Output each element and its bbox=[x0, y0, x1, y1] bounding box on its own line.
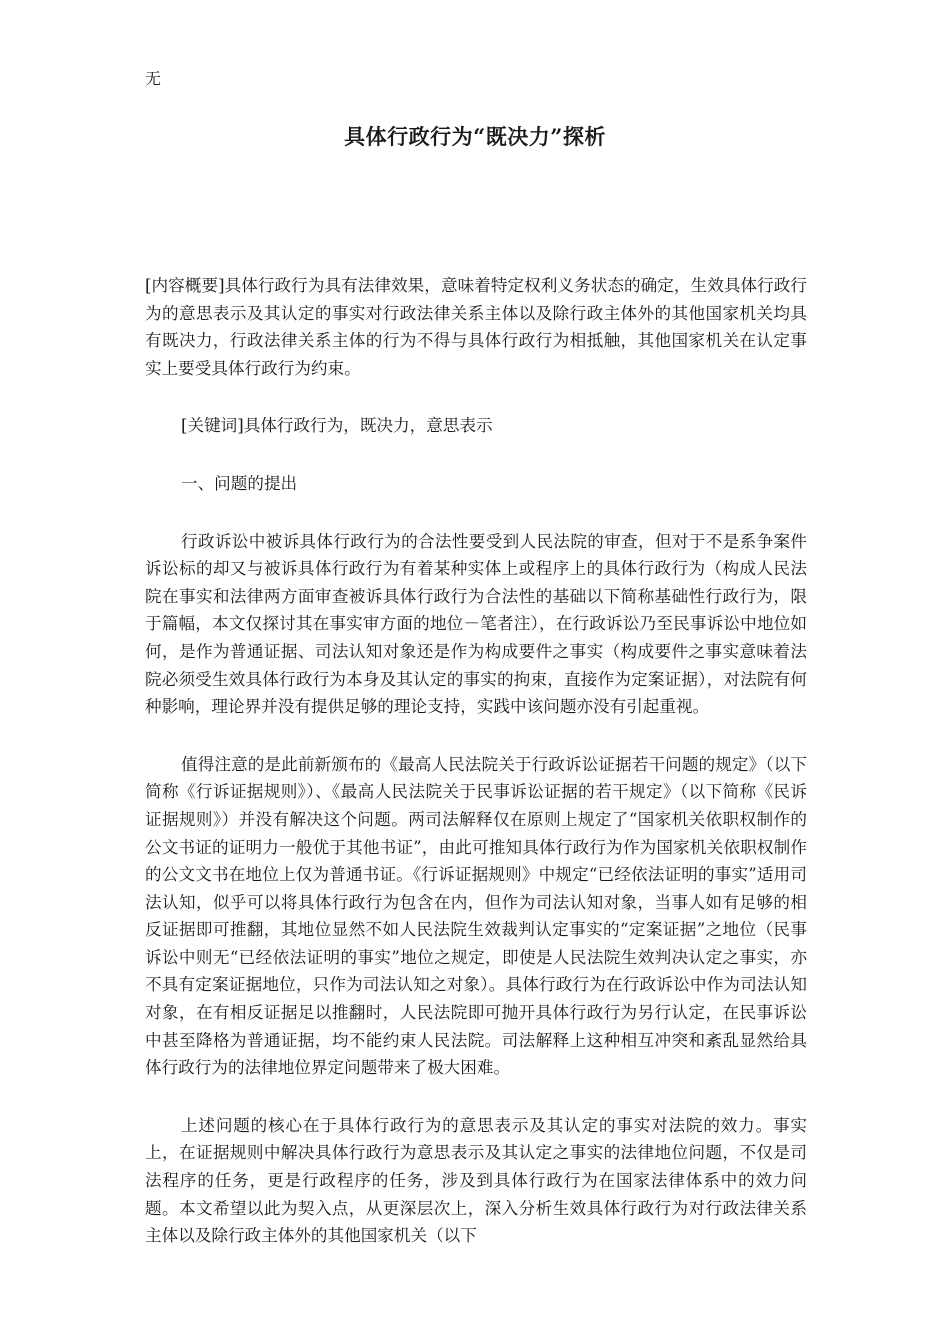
section-heading: 一、问题的提出 bbox=[181, 473, 298, 493]
keywords-label: [关键词] bbox=[181, 416, 244, 436]
keywords-text: 具体行政行为，既决力，意思表示 bbox=[243, 416, 493, 436]
abstract-paragraph bbox=[145, 272, 807, 382]
body-paragraph-2: 值得注意的是此前新颁布的《最高人民法院关于行政诉讼证据若干问题的规定》（以下简称《行诉证据规则》）、《最高人民法院关于民事诉讼证据的若干规定》（以下简称《民诉证据规则》）并没有解决这个问题。两司法解释仅在原则上规定了“国家机关依职权制作的公文书证的证明力一般优于其他书证”，由此可推知具体行政行为作为国家机关依职权制作的公文文书在地位上仅为普通书证。《行诉证据规则》中规定“已经依法证明的事实”适用司法认知，似乎可以将具体行政行为包含在内，但作为司法认知对象，当事人如有足够的相反证据即可推翻，其地位显然不如人民法院生效裁判认定事实的“定案证据”之地位（民事诉讼中则无“已经依法证明的事实”地位之规定，即使是人民法院生效判决认定之事实，亦不具有定案证据地位，只作为司法认知之对象）。具体行政行为在行政诉讼中作为司法认知对象，在有相反证据足以推翻时，人民法院即可抛开具体行政行为另行认定，在民事诉讼中甚至降格为普通证据，均不能约束人民法院。司法解释上这种相互冲突和紊乱显然给具体行政行为的法律地位界定问题带来了极大困难。 bbox=[145, 754, 807, 1078]
document-body bbox=[145, 272, 807, 1280]
header-mark: 无 bbox=[145, 69, 162, 88]
body-paragraph-1: 行政诉讼中被诉具体行政行为的合法性要受到人民法院的审查，但对于不是系争案件诉讼标的却又与被诉具体行政行为有着某种实体上或程序上的具体行政行为（构成人民法院在事实和法律两方面审查被诉具体行政行为合法性的基础以下简称基础性行政行为，限于篇幅，本文仅探讨其在事实审方面的地位－笔者注），在行政诉讼乃至民事诉讼中地位如何，是作为普通证据、司法认知对象还是作为构成要件之事实（构成要件之事实意味着法院必须受生效具体行政行为本身及其认定的事实的拘束，直接作为定案证据），对法院有何种影响，理论界并没有提供足够的理论支持，实践中该问题亦没有引起重视。 bbox=[145, 531, 807, 717]
abstract-text: 具体行政行为具有法律效果，意味着特定权利义务状态的确定，生效具体行政行为的意思表示及其认定的事实对行政法律关系主体以及除行政主体外的其他国家机关均具有既决力，行政法律关系主体的行为不得与具体行政行为相抵触，其他国家机关在认定事实上要受具体行政行为约束。 bbox=[145, 276, 807, 378]
body-paragraph-3: 上述问题的核心在于具体行政行为的意思表示及其认定的事实对法院的效力。事实上，在证据规则中解决具体行政行为意思表示及其认定之事实的法律地位问题，不仅是司法程序的任务，更是行政程序的任务，涉及到具体行政行为在国家法律体系中的效力问题。本文希望以此为契入点，从更深层次上，深入分析生效具体行政行为对行政法律关系主体以及除行政主体外的其他国家机关（以下 bbox=[145, 1115, 807, 1246]
document-title: 具体行政行为“既决力”探析 bbox=[344, 124, 606, 149]
keywords-paragraph bbox=[145, 412, 807, 440]
abstract-label: [内容概要] bbox=[145, 276, 225, 295]
